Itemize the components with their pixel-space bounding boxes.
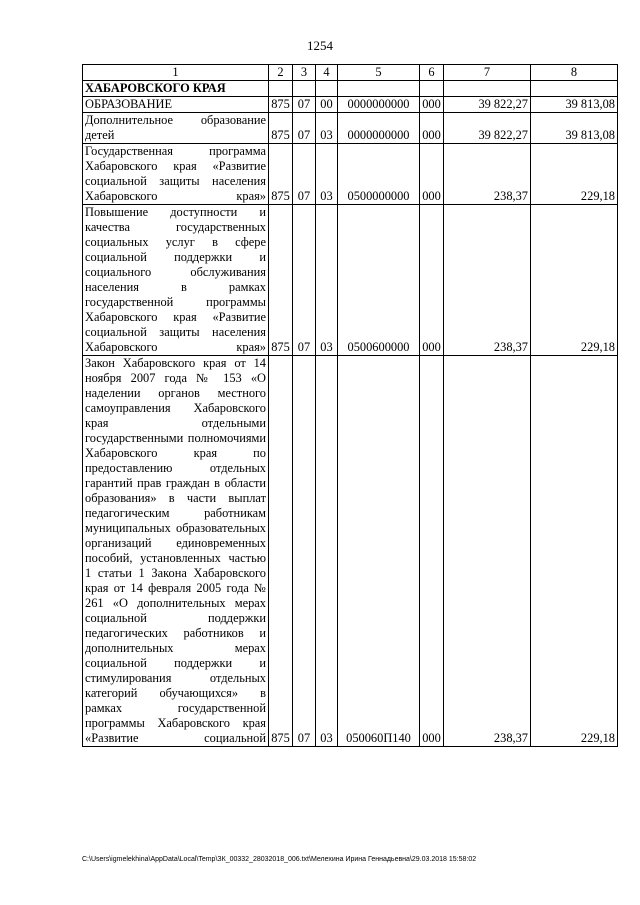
page-number: 1254	[307, 38, 333, 53]
column-header: 1	[83, 65, 269, 81]
cell-code: 00	[316, 97, 338, 113]
cell-code: 050060П140	[338, 356, 420, 747]
cell-amount: 39 822,27	[444, 113, 531, 144]
budget-table	[82, 64, 618, 747]
cell-amount: 229,18	[531, 144, 618, 205]
cell-amount: 39 822,27	[444, 97, 531, 113]
cell-code: 000	[420, 356, 444, 747]
table-row	[83, 205, 618, 356]
cell-amount: 238,37	[444, 356, 531, 747]
cell-code	[316, 81, 338, 97]
cell-code: 03	[316, 144, 338, 205]
column-header: 7	[444, 65, 531, 81]
cell-code: 07	[293, 113, 316, 144]
cell-amount: 229,18	[531, 205, 618, 356]
table-row	[83, 144, 618, 205]
table-row	[83, 113, 618, 144]
column-header: 4	[316, 65, 338, 81]
cell-code: 07	[293, 144, 316, 205]
table-header-row	[83, 65, 618, 81]
cell-code: 07	[293, 97, 316, 113]
cell-amount	[444, 81, 531, 97]
cell-code: 875	[269, 113, 293, 144]
cell-code: 875	[269, 205, 293, 356]
row-name: ХАБАРОВСКОГО КРАЯ	[83, 81, 269, 97]
cell-code: 0500000000	[338, 144, 420, 205]
column-header: 8	[531, 65, 618, 81]
row-name: Государственная программа Хабаровского края «Развитие социальной защиты населения Хабаровского края»	[83, 144, 269, 205]
cell-code	[293, 81, 316, 97]
cell-amount: 238,37	[444, 205, 531, 356]
row-name: ОБРАЗОВАНИЕ	[83, 97, 269, 113]
cell-code	[338, 81, 420, 97]
cell-amount	[531, 81, 618, 97]
cell-code: 0500600000	[338, 205, 420, 356]
column-header: 6	[420, 65, 444, 81]
cell-code: 03	[316, 205, 338, 356]
cell-code: 875	[269, 97, 293, 113]
cell-code: 0000000000	[338, 97, 420, 113]
cell-code: 000	[420, 97, 444, 113]
cell-amount: 229,18	[531, 356, 618, 747]
column-header: 2	[269, 65, 293, 81]
cell-code: 07	[293, 205, 316, 356]
cell-code: 000	[420, 205, 444, 356]
cell-amount: 39 813,08	[531, 97, 618, 113]
cell-code: 03	[316, 113, 338, 144]
cell-code: 875	[269, 144, 293, 205]
row-name: Повышение доступности и качества государственных социальных услуг в сфере социальной поддержки и социального обслуживания населения в рамках государственной программы Хабаровского края «Развитие социальной защиты населения Хабаровского края»	[83, 205, 269, 356]
cell-code: 07	[293, 356, 316, 747]
cell-code	[420, 81, 444, 97]
file-path-footer: C:\Users\igmelekhina\AppData\Local\Temp\ЗК_00332_28032018_006.txt\Мелехина Ирина Геннадьевна\29.03.2018 15:58:02	[82, 856, 477, 863]
cell-amount: 39 813,08	[531, 113, 618, 144]
table-row	[83, 356, 618, 747]
row-name: Закон Хабаровского края от 14 ноября 2007 года № 153 «О наделении органов местного самоуправления Хабаровского края отдельными государственными полномочиями Хабаровского края по предоставлению отдельных гарантий прав граждан в области образования» в части выплат педагогическим работникам муниципальных образовательных организаций единовременных пособий, установленных частью 1 статьи 1 Закона Хабаровского края от 14 февраля 2005 года № 261 «О дополнительных мерах социальной поддержки педагогических работников и дополнительных мерах социальной поддержки и стимулирования отдельных категорий обучающихся» в рамках государственной программы Хабаровского края «Развитие социальной	[83, 356, 269, 747]
column-header: 3	[293, 65, 316, 81]
cell-code	[269, 81, 293, 97]
cell-code: 875	[269, 356, 293, 747]
cell-amount: 238,37	[444, 144, 531, 205]
row-name: Дополнительное образование детей	[83, 113, 269, 144]
cell-code: 0000000000	[338, 113, 420, 144]
cell-code: 000	[420, 144, 444, 205]
table-row	[83, 81, 618, 97]
cell-code: 03	[316, 356, 338, 747]
column-header: 5	[338, 65, 420, 81]
table-row	[83, 97, 618, 113]
cell-code: 000	[420, 113, 444, 144]
